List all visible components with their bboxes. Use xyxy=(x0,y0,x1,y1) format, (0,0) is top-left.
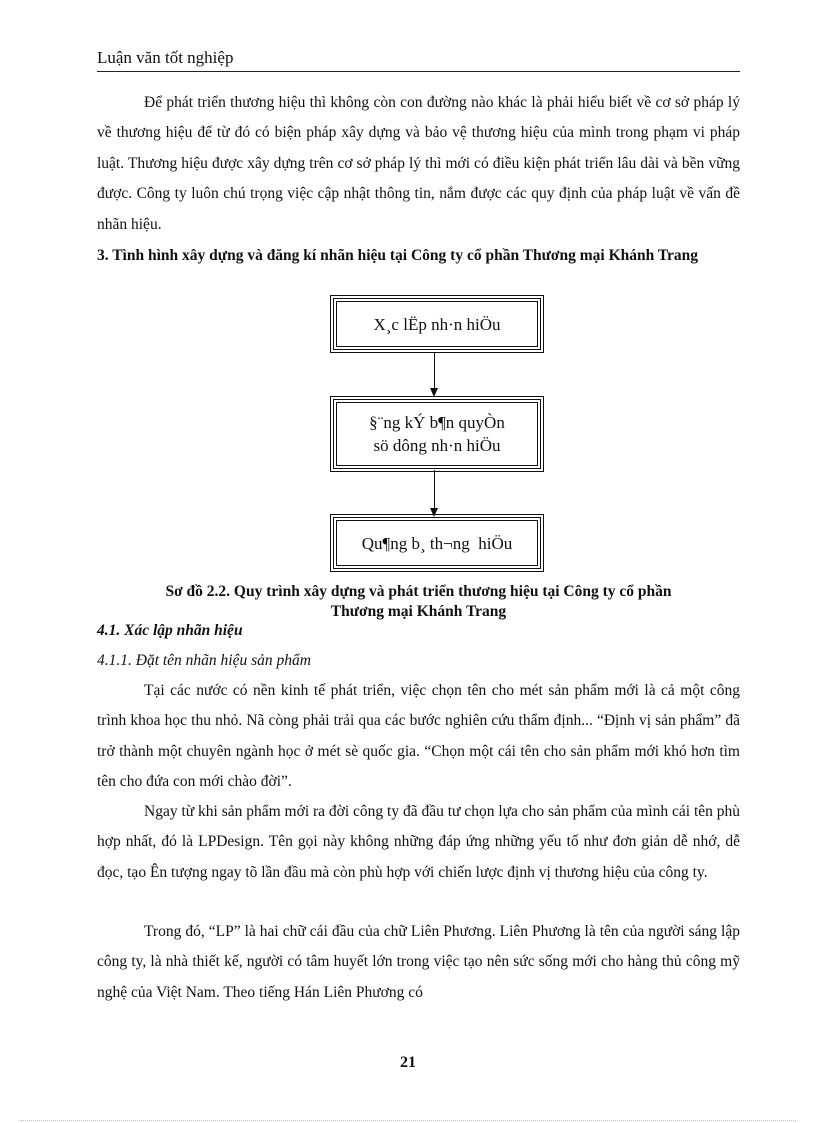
subheading-4-1: 4.1. Xác lập nhãn hiệu xyxy=(97,622,243,639)
diagram-box-promote-brand xyxy=(333,517,541,569)
diagram-box-register-copyright-label xyxy=(369,411,505,457)
diagram-box-register-copyright xyxy=(333,399,541,469)
paragraph-product-naming: Tại các nước có nền kinh tế phát triển, việc chọn tên cho mét sản phẩm mới là cả một công trình khoa học thu nhỏ. Nã còng phải trải qua các bước nghiên cứu thẩm định... “Định vị sản phẩm” đã trở thành một chuyên ngành học ở mét sè quốc gia. “Chọn một cái tên cho sản phẩm mới khó hơn tìm tên cho đứa con mới chào đời”. xyxy=(97,682,740,791)
diagram-arrowhead-2 xyxy=(430,508,438,517)
subheading-4-1-1: 4.1.1. Đặt tên nhãn hiệu sản phẩm xyxy=(97,652,311,669)
diagram-box-establish-brand-label: X¸c lËp nh·n hiÖu xyxy=(373,314,501,334)
diagram-box2-line2: sö dông nh·n hiÖu xyxy=(373,436,501,455)
paragraph-lpdesign-name: Ngay từ khi sản phẩm mới ra đời công ty đã đầu tư chọn lựa cho sản phẩm của mình cái tên phù hợp nhất, đó là LPDesign. Tên gọi này không những đáp ứng những yếu tố như đơn giản dễ nhớ, dễ đọc, tạo Ên tượng ngay tõ lần đầu mà còn phù hợp với chiến lược định vị thương hiệu của công ty. xyxy=(97,803,741,881)
running-header: Luận văn tốt nghiệp xyxy=(97,48,234,67)
section-heading-3: 3. Tình hình xây dựng và đăng kí nhãn hiệu tại Công ty cổ phần Thương mại Khánh Trang xyxy=(97,247,699,264)
diagram-box-promote-brand-label: Qu¶ng b¸ th¬ng hiÖu xyxy=(361,533,513,553)
header-divider xyxy=(97,71,740,72)
paragraph-legal-basis: Để phát triển thương hiệu thì không còn con đường nào khác là phải hiểu biết về cơ sở pháp lý về thương hiệu để từ đó có biện pháp xây dựng và bảo vệ thương hiệu của mình trong phạm vi pháp luật. Thương hiệu được xây dựng trên cơ sở pháp lý thì mới có điều kiện phát triển lâu dài và bền vững được. Công ty luôn chú trọng việc cập nhật thông tin, nắm được các quy định của pháp luật về vấn đề nhãn hiệu. xyxy=(97,94,740,233)
diagram-box2-line1: §¨ng kÝ b¶n quyÒn xyxy=(369,413,505,432)
diagram-caption-line2: Thương mại Khánh Trang xyxy=(330,603,507,620)
diagram-arrowhead-1 xyxy=(430,388,438,397)
diagram-arrow-1 xyxy=(434,352,435,388)
page-number: 21 xyxy=(400,1054,416,1071)
diagram-arrow-2 xyxy=(434,470,435,508)
paragraph-lp-meaning: Trong đó, “LP” là hai chữ cái đầu của chữ Liên Phương. Liên Phương là tên của người sáng lập công ty, là nhà thiết kế, người có tâm huyết lớn trong việc tạo nên sức sống mới cho hàng thủ công mỹ nghệ của Việt Nam. Theo tiếng Hán Liên Phương có xyxy=(97,923,740,1001)
footer-dotted-rule xyxy=(20,1120,796,1121)
diagram-caption-line1: Sơ đồ 2.2. Quy trình xây dựng và phát triển thương hiệu tại Công ty cổ phần xyxy=(165,583,672,600)
diagram-box-establish-brand xyxy=(333,298,541,350)
